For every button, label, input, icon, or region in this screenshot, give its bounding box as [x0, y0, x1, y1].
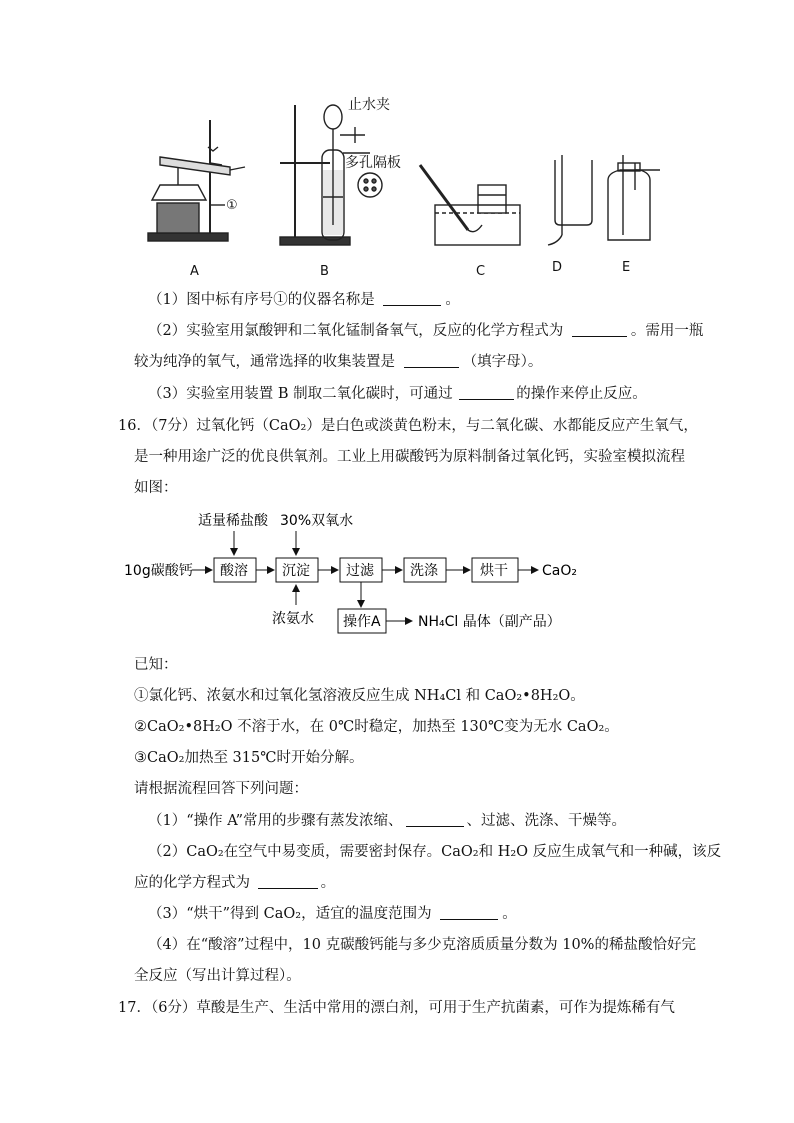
q16-part4: （4）在“酸溶”过程中，10 克碳酸钙能与多少克溶质质量分数为 10%的稀盐酸恰好完: [148, 937, 696, 953]
apparatus-a: [148, 120, 245, 241]
label-a: A: [190, 264, 199, 279]
known-heading: 已知：: [134, 657, 178, 673]
q17-line1: 17．（6分）草酸是生产、生活中常用的漂白剂，可用于生产抗菌素，可作为提炼稀有气: [118, 1000, 675, 1016]
q16-line3: 如图：: [134, 480, 178, 496]
apparatus-figure: [130, 95, 670, 280]
q16-line1: 16．（7分）过氧化钙（CaO₂）是白色或淡黄色粉末，与二氧化碳、水都能反应产生氧气，: [118, 418, 698, 434]
box-filter-label: 过滤: [346, 563, 374, 579]
answer-blank[interactable]: [572, 322, 627, 337]
box-wash-label: 洗涤: [410, 563, 438, 579]
answer-blank[interactable]: [404, 353, 459, 368]
q15-part2: （2）实验室用氯酸钾和二氧化锰制备氧气，反应的化学方程式为 。需用一瓶: [148, 323, 704, 339]
answer-blank[interactable]: [406, 812, 464, 827]
plate-label: 多孔隔板: [345, 155, 401, 171]
start-caco3: 10g碳酸钙: [124, 563, 193, 579]
known-3: ③CaO₂加热至 315℃时开始分解。: [134, 750, 364, 766]
label-e: E: [622, 260, 631, 275]
q16-line2: 是一种用途广泛的优良供氧剂。工业上用碳酸钙为原料制备过氧化钙，实验室模拟流程: [134, 449, 685, 465]
answer-blank[interactable]: [440, 905, 498, 920]
product-cao2: CaO₂: [542, 563, 577, 579]
clamp-label: 止水夹: [348, 97, 390, 113]
label-d: D: [552, 260, 563, 275]
box-precipitate-label: 沉淀: [282, 563, 310, 579]
q15-part2-cont: 较为纯净的氧气，通常选择的收集装置是 （填字母）。: [134, 354, 543, 370]
known-2: ②CaO₂•8H₂O 不溶于水，在 0℃时稳定，加热至 130℃变为无水 CaO₂。: [134, 719, 619, 735]
answer-blank[interactable]: [459, 385, 514, 400]
q16-part3: （3）“烘干”得到 CaO₂，适宜的温度范围为 。: [148, 906, 517, 922]
label-c: C: [476, 264, 486, 279]
known-1: ①氯化钙、浓氨水和过氧化氢溶液反应生成 NH₄Cl 和 CaO₂•8H₂O。: [134, 688, 585, 704]
callout-1: ①: [226, 198, 238, 213]
apparatus-d: [548, 155, 592, 245]
box-dry-label: 烘干: [480, 563, 508, 579]
q16-part2: （2）CaO₂在空气中易变质，需要密封保存。CaO₂和 H₂O 反应生成氧气和一种碱，该反: [148, 844, 722, 860]
answer-blank[interactable]: [258, 874, 318, 889]
apparatus-b: [280, 105, 382, 245]
answer-blank[interactable]: [383, 291, 441, 306]
label-b: B: [320, 264, 329, 279]
apparatus-e: [608, 155, 660, 240]
box-acid-dissolve-label: 酸溶: [220, 563, 248, 579]
input-hcl: 适量稀盐酸: [198, 513, 268, 529]
q16-part1: （1）“操作 A”常用的步骤有蒸发浓缩、 、过滤、洗涤、干燥等。: [148, 813, 626, 829]
question-prompt: 请根据流程回答下列问题：: [134, 781, 308, 797]
apparatus-c: [420, 165, 520, 245]
q16-part2-cont: 应的化学方程式为 。: [134, 875, 336, 891]
q15-part1: （1）图中标有序号①的仪器名称是 。: [148, 292, 460, 308]
input-h2o2: 30%双氧水: [280, 513, 354, 529]
box-operation-a-label: 操作A: [343, 614, 381, 630]
input-ammonia: 浓氨水: [272, 611, 314, 627]
q16-part4-cont: 全反应（写出计算过程）。: [134, 968, 301, 984]
byproduct-nh4cl: NH₄Cl 晶体（副产品）: [418, 614, 561, 630]
q15-part3: （3）实验室用装置 B 制取二氧化碳时，可通过 的操作来停止反应。: [148, 386, 647, 402]
process-flowchart: [120, 505, 600, 640]
